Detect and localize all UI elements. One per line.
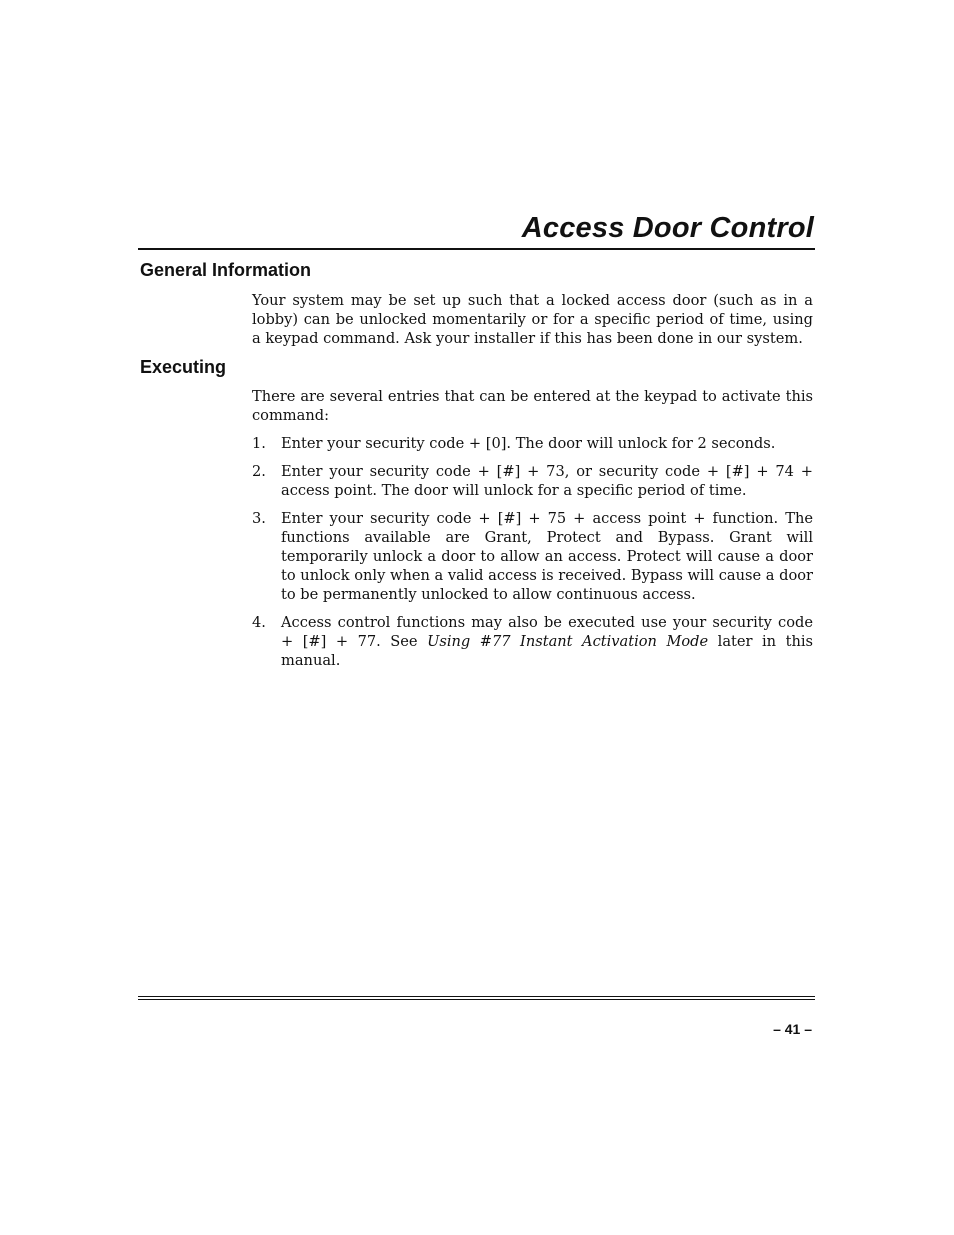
list-item-text xyxy=(281,614,813,669)
list-item-text: Enter your security code + [0]. The door will unlock for 2 seconds. xyxy=(281,435,776,452)
general-information-paragraph: Your system may be set up such that a locked access door (such as in a lobby) can be unlocked momentarily or for a specific period of time, using a keypad command. Ask your installer if this has been done in our system. xyxy=(252,292,813,347)
executing-steps-list xyxy=(252,434,813,670)
list-item-text: Enter your security code + [#] + 73, or security code + [#] + 74 + access point. The door will unlock for a specific period of time. xyxy=(281,463,813,499)
executing-intro-paragraph: There are several entries that can be entered at the keypad to activate this command: xyxy=(252,388,813,424)
list-item-number: 1. xyxy=(252,435,266,452)
list-item xyxy=(252,509,813,604)
page-title: Access Door Control xyxy=(521,212,814,244)
heading-general-information: General Information xyxy=(140,260,312,280)
list-item-text: Enter your security code + [#] + 75 + access point + function. The functions available are Grant, Protect and Bypass. Grant will temporarily unlock a door to allow an access. Protect will cause a door to unlock only when a valid access is received. Bypass will cause a door to be permanently unlocked to allow continuous access. xyxy=(281,510,813,603)
list-item-number: 2. xyxy=(252,463,266,480)
list-item xyxy=(252,434,813,453)
list-item-text-before: Access control functions may also be executed use your security code + [#] + 77. See xyxy=(281,614,813,650)
list-item-number: 4. xyxy=(252,614,266,631)
list-item-text-after: later in this manual. xyxy=(281,633,814,669)
list-item-number: 3. xyxy=(252,510,266,527)
footer-double-rule xyxy=(138,996,815,1000)
manual-reference-italic: Using #77 Instant Activation Mode xyxy=(427,633,709,650)
title-rule xyxy=(138,248,815,250)
list-item xyxy=(252,462,813,500)
heading-executing: Executing xyxy=(140,357,227,377)
list-item xyxy=(252,613,813,670)
page-number: – 41 – xyxy=(773,1021,812,1037)
